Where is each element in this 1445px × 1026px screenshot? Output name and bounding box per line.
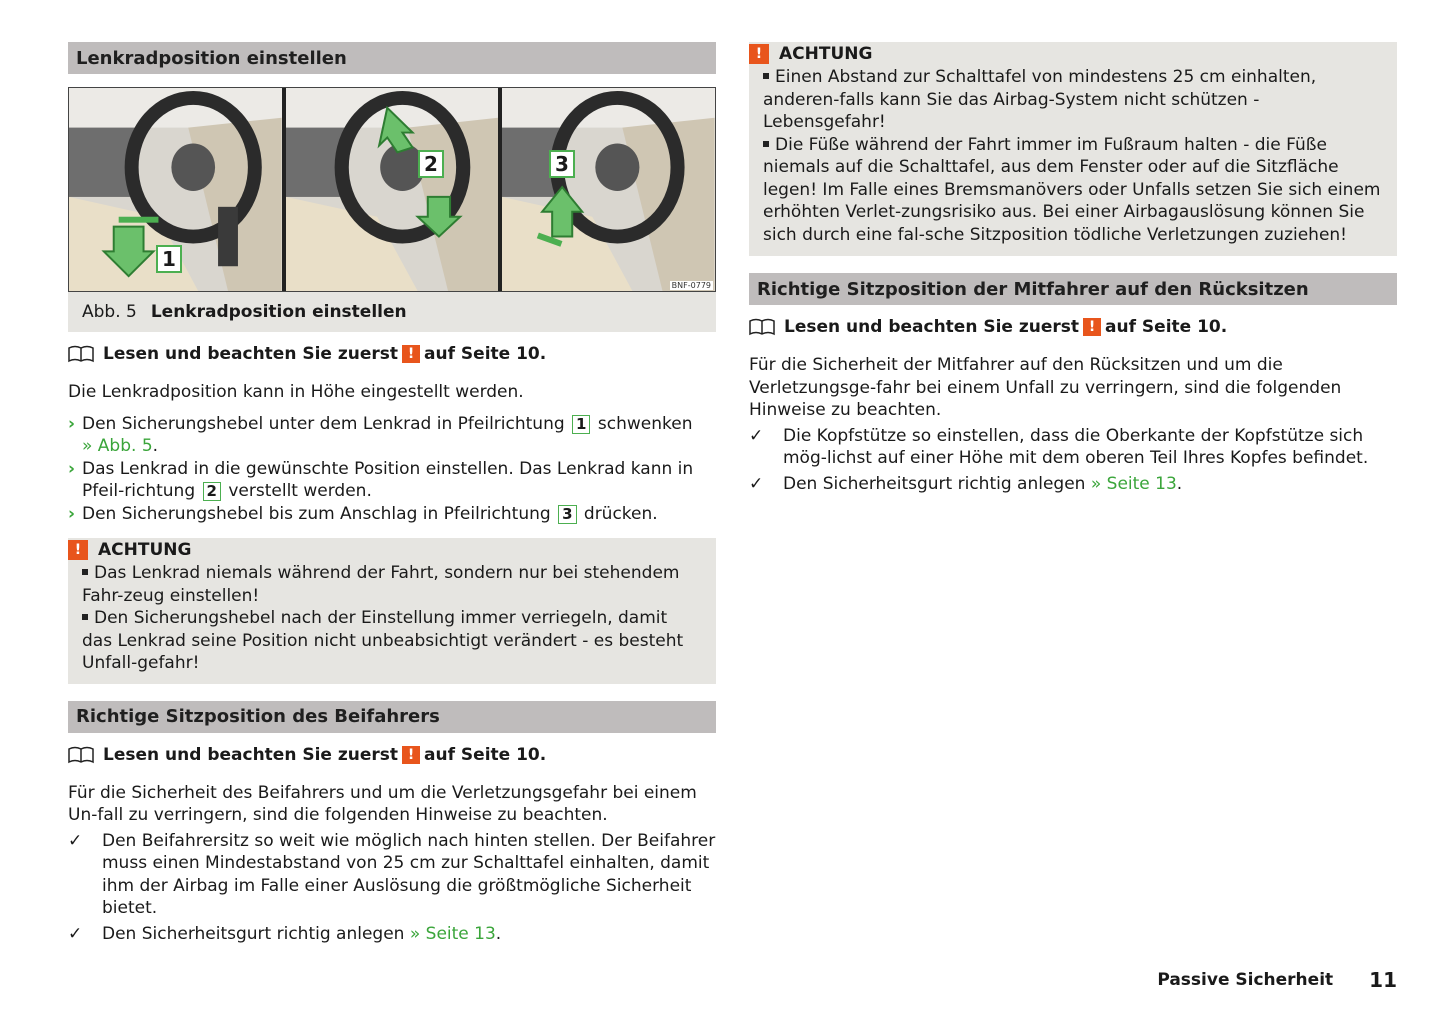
read-first-suffix: auf Seite 10. xyxy=(1105,317,1228,337)
check-text: . xyxy=(1176,473,1183,494)
check-icon: ✓ xyxy=(749,425,764,446)
warning-text: Den Sicherungshebel nach der Einstellung immer verriegeln, damit das Lenkrad seine Position nicht unbeabsichtigt verändert - es besteht Unfall-gefahr! xyxy=(82,608,684,673)
warning-header xyxy=(755,42,1383,66)
warning-header xyxy=(74,538,702,562)
step-number: 3 xyxy=(558,505,576,524)
figure-image xyxy=(68,87,716,292)
read-first-3 xyxy=(749,317,1397,337)
step-text: Den Sicherungshebel bis zum Anschlag in Pfeilrichtung xyxy=(82,503,551,524)
arrow-icon: › xyxy=(68,458,76,479)
figure-marker-3: 3 xyxy=(549,150,575,178)
check-icon: ✓ xyxy=(749,473,764,494)
figure-caption-label: Abb. 5 xyxy=(82,302,137,322)
step-text: . xyxy=(152,436,159,456)
list-item xyxy=(749,473,1397,496)
list-item xyxy=(749,425,1397,470)
check-text: Den Sicherheitsgurt richtig anlegen xyxy=(102,923,405,944)
check-text: . xyxy=(495,923,502,944)
check-icon: ✓ xyxy=(68,830,83,851)
steering-steps xyxy=(68,413,716,526)
warning-item xyxy=(82,607,702,675)
figure-panel-3 xyxy=(502,88,715,291)
warning-box-steering xyxy=(68,538,716,684)
step-text: Das Lenkrad in die gewünschte Position einstellen. Das Lenkrad kann in Pfeil-richtung xyxy=(82,458,694,501)
read-first-suffix: auf Seite 10. xyxy=(424,344,547,364)
read-first-prefix: Lesen und beachten Sie zuerst xyxy=(784,317,1080,337)
section-title-steering: Lenkradposition einstellen xyxy=(68,42,716,74)
warning-box-seat xyxy=(749,42,1397,256)
right-column xyxy=(749,42,1397,495)
page-footer xyxy=(1157,968,1397,992)
bullet-icon xyxy=(82,614,88,620)
warning-icon: ! xyxy=(68,540,88,560)
bullet-icon xyxy=(82,569,88,575)
warning-icon: ! xyxy=(402,345,420,363)
warning-item xyxy=(763,134,1383,247)
step-text: drücken. xyxy=(583,503,658,524)
warning-item xyxy=(763,66,1383,134)
check-icon: ✓ xyxy=(68,923,83,944)
steering-illustration-2 xyxy=(286,88,499,291)
book-icon xyxy=(68,345,94,363)
read-first-prefix: Lesen und beachten Sie zuerst xyxy=(103,744,399,765)
warning-title: ACHTUNG xyxy=(779,44,873,64)
warning-icon: ! xyxy=(402,746,420,764)
left-column xyxy=(68,42,716,945)
figure-5 xyxy=(68,87,716,332)
warning-text: Einen Abstand zur Schalttafel von mindestens 25 cm einhalten, anderen-falls kann Sie das Airbag-System nicht schützen - Lebensgefahr! xyxy=(763,67,1317,132)
check-text: Den Sicherheitsgurt richtig anlegen xyxy=(783,473,1086,494)
step-text: verstellt werden. xyxy=(228,481,372,501)
check-text: Den Beifahrersitz so weit wie möglich nach hinten stellen. Der Beifahrer muss einen Mindestabstand von 25 cm zur Schalttafel einhalten, damit ihm der Airbag im Falle einer Auslösung die größtmögliche Sicherheit bietet. xyxy=(102,830,716,918)
list-item xyxy=(68,503,716,526)
figure-caption-title: Lenkradposition einstellen xyxy=(150,302,407,322)
steering-illustration-3 xyxy=(502,88,715,291)
figure-link[interactable]: » Abb. 5 xyxy=(82,436,153,456)
arrow-icon: › xyxy=(68,503,76,524)
figure-panel-2 xyxy=(286,88,499,291)
bullet-icon xyxy=(763,73,769,79)
warning-icon: ! xyxy=(1083,318,1101,336)
step-text: schwenken xyxy=(597,413,693,434)
read-first-suffix: auf Seite 10. xyxy=(424,744,547,765)
step-number: 1 xyxy=(572,415,590,434)
page-link[interactable]: » Seite 13 xyxy=(409,923,496,944)
read-first-2 xyxy=(68,745,716,765)
section-title-passenger: Richtige Sitzposition des Beifahrers xyxy=(68,701,716,733)
steering-intro: Die Lenkradposition kann in Höhe eingestellt werden. xyxy=(68,382,524,402)
passenger-intro: Für die Sicherheit des Beifahrers und um die Verletzungsgefahr bei einem Un-fall zu verringern, sind die folgenden Hinweise zu beachten. xyxy=(68,782,697,825)
figure-marker-1: 1 xyxy=(156,245,182,273)
list-item xyxy=(68,830,716,920)
page-number: 11 xyxy=(1369,968,1397,992)
read-first-1 xyxy=(68,344,716,364)
list-item xyxy=(68,458,716,503)
figure-caption xyxy=(68,292,716,332)
list-item xyxy=(68,923,716,946)
figure-marker-2: 2 xyxy=(418,150,444,178)
footer-title: Passive Sicherheit xyxy=(1157,970,1334,990)
bullet-icon xyxy=(763,141,769,147)
step-number: 2 xyxy=(203,482,221,501)
rear-seats-checks xyxy=(749,425,1397,496)
read-first-prefix: Lesen und beachten Sie zuerst xyxy=(103,344,399,364)
figure-code: BNF-0779 xyxy=(671,281,711,290)
section-title-rear-seats: Richtige Sitzposition der Mitfahrer auf den Rücksitzen xyxy=(749,273,1397,305)
warning-item xyxy=(82,562,702,607)
page-link[interactable]: » Seite 13 xyxy=(1090,473,1177,494)
check-text: Die Kopfstütze so einstellen, dass die Oberkante der Kopfstütze sich mög-lichst auf einer Höhe mit dem oberen Teil Ihres Kopfes befindet. xyxy=(783,425,1369,468)
book-icon xyxy=(68,746,94,764)
arrow-icon: › xyxy=(68,413,76,434)
warning-title: ACHTUNG xyxy=(98,540,192,560)
warning-text: Die Füße während der Fahrt immer im Fußraum halten - die Füße niemals auf die Schalttafel, aus dem Fenster oder auf die Sitzfläche legen! Im Falle eines Bremsmanövers oder Unfalls setzen Sie sich einem erhöhten Verlet-zungsrisiko aus. Bei einer Airbagauslösung können Sie sich durch eine fal-sche Sitzposition tödliche Verletzungen zuziehen! xyxy=(763,134,1381,245)
passenger-checks xyxy=(68,830,716,946)
step-text: Den Sicherungshebel unter dem Lenkrad in Pfeilrichtung xyxy=(82,413,565,434)
list-item xyxy=(68,413,716,458)
warning-text: Das Lenkrad niemals während der Fahrt, sondern nur bei stehendem Fahr-zeug einstellen! xyxy=(82,563,680,606)
rear-seats-intro: Für die Sicherheit der Mitfahrer auf den Rücksitzen und um die Verletzungsge-fahr bei einem Unfall zu verringern, sind die folgenden Hinweise zu beachten. xyxy=(749,355,1342,420)
book-icon xyxy=(749,318,775,336)
warning-icon: ! xyxy=(749,44,769,64)
